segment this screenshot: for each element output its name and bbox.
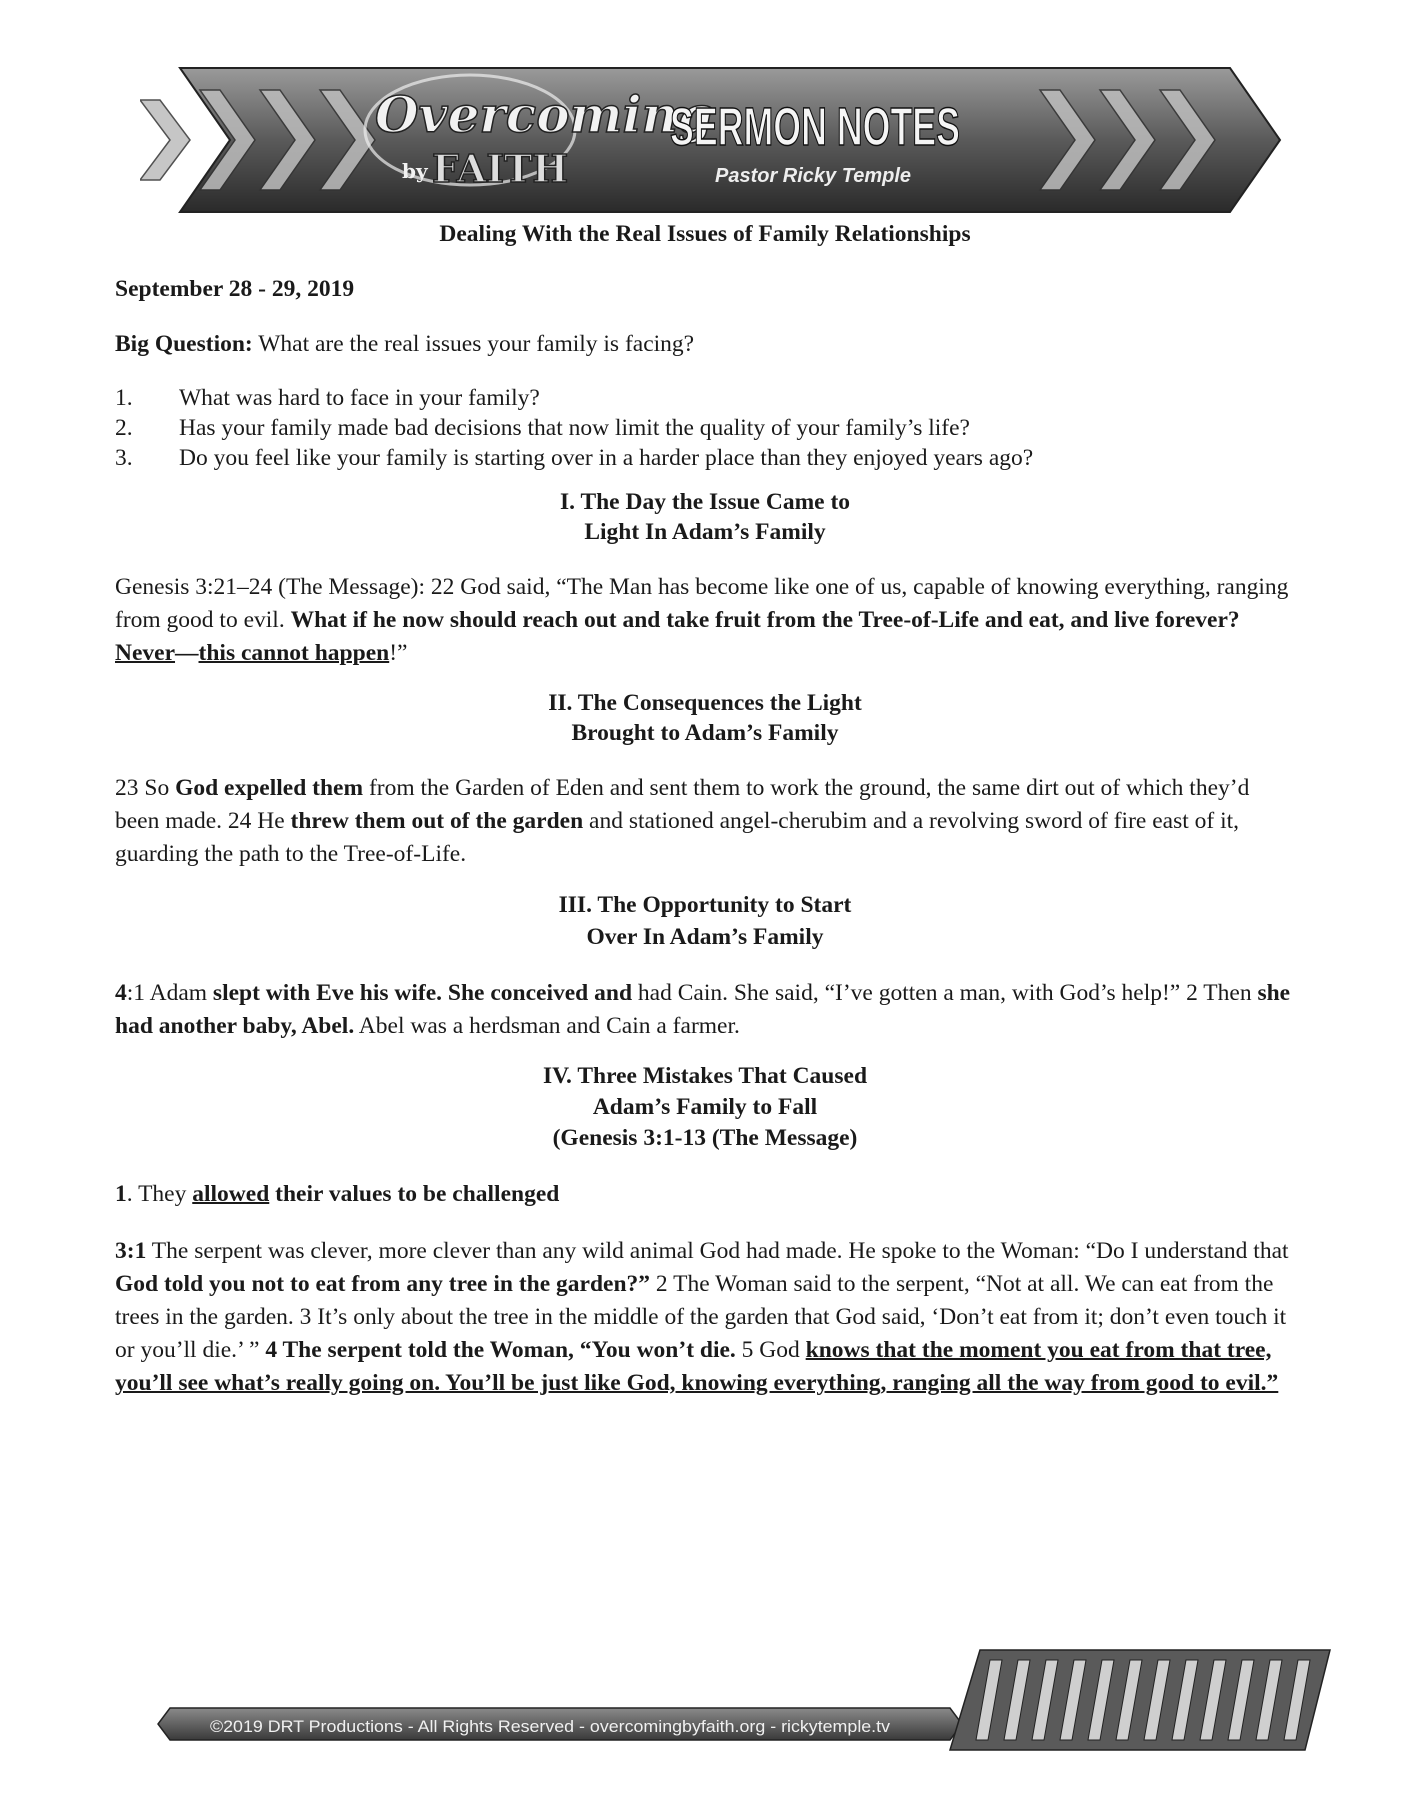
big-question-label: Big Question: [115, 331, 253, 357]
bold-run: 4 The serpent told the Woman, “You won’t die. [265, 1337, 736, 1363]
text-run: 5 God [735, 1337, 806, 1363]
underlined-run: knows that the moment you eat from that tree, you’ll see what’s really going on. You’ll be just like God, knowing everything, ranging all the way from good to evil.” [115, 1337, 1279, 1396]
heading-line: IV. Three Mistakes That Caused [542, 1063, 868, 1089]
list-item [115, 443, 1295, 473]
text-run: Abel was a herdsman and Cain a farmer. [354, 1013, 740, 1039]
big-question-text: What are the real issues your family is facing? [252, 331, 695, 357]
list-item [115, 383, 1295, 413]
heading-line: I. The Day the Issue Came to [559, 489, 851, 515]
heading-line: Brought to Adam’s Family [571, 720, 839, 746]
text-run: . They [126, 1181, 193, 1207]
footer-banner [150, 1640, 1340, 1760]
bold-run: 3:1 [115, 1238, 147, 1264]
section-2-paragraph [115, 772, 1295, 871]
bold-run: slept with Eve his wife. She conceived and [212, 980, 633, 1006]
pastor-name: Pastor Ricky Temple [715, 165, 912, 187]
sermon-notes-banner [140, 60, 1290, 220]
list-item-number: 1. [115, 385, 133, 411]
section-heading-3 [115, 889, 1295, 953]
text-run: and stationed angel-cherubim and a revolving sword of fire east of it, guarding the path to the Tree-of-Life. [115, 808, 1240, 867]
list-item [115, 413, 1295, 443]
text-run: had Cain. She said, “I’ve gotten a man, with God’s help!” 2 Then [632, 980, 1258, 1006]
point-number: 1 [115, 1181, 127, 1207]
logo-by: by [402, 159, 428, 183]
text-run: their values to be challenged [269, 1181, 560, 1207]
bold-run: 4 [115, 980, 127, 1006]
section-3-paragraph [115, 977, 1295, 1043]
bold-run: she had another baby, Abel. [115, 980, 1291, 1039]
section-1-paragraph [115, 571, 1295, 670]
text-run: Genesis 3:21–24 (The Message): 22 God said, “The Man has become like one of us, capable of knowing everything, ranging from good to evil. [115, 574, 1289, 633]
text-run: !” [389, 640, 408, 666]
sermon-content [115, 218, 1295, 1400]
text-run: 2 The Woman said to the serpent, “Not at all. We can eat from the trees in the garden. 3 It’s only about the tree in the middle of the garden that God said, ‘Don’t eat from it; don’t even touch it or you’ll die.’ ” [115, 1271, 1287, 1363]
heading-line: Adam’s Family to Fall [592, 1094, 818, 1120]
underlined-run: this cannot happen [198, 640, 390, 666]
text-run: 23 So [115, 775, 176, 801]
list-item-text: What was hard to face in your family? [179, 385, 540, 411]
copyright-text: ©2019 DRT Productions - All Rights Reserved - overcomingbyfaith.org - rickytemple.tv [210, 1717, 891, 1736]
mistake-point-1 [115, 1178, 1295, 1211]
heading-line: II. The Consequences the Light [548, 690, 862, 716]
bold-run: God told you not to eat from any tree in the garden?” [115, 1271, 651, 1297]
section-heading-2 [115, 688, 1295, 748]
text-run: :1 Adam [126, 980, 213, 1006]
list-item-number: 2. [115, 415, 133, 441]
text-run: from the Garden of Eden and sent them to work the ground, the same dirt out of which they’d been made. 24 He [115, 775, 1250, 834]
list-item-number: 3. [115, 445, 133, 471]
underlined-run: allowed [192, 1181, 270, 1207]
list-item-text: Has your family made bad decisions that now limit the quality of your family’s life? [179, 415, 970, 441]
bold-run: God expelled them [175, 775, 364, 801]
underlined-run: Never [115, 640, 176, 666]
list-item-text: Do you feel like your family is starting over in a harder place than they enjoyed years ago? [179, 445, 1034, 471]
heading-line: III. The Opportunity to Start [558, 892, 852, 918]
sermon-title: Dealing With the Real Issues of Family Relationships [439, 221, 971, 247]
sermon-notes-title: SERMON NOTES [670, 97, 960, 157]
logo-faith: FAITH [432, 146, 569, 191]
section-4-paragraph [115, 1235, 1295, 1400]
bold-run: threw them out of the garden [290, 808, 584, 834]
question-list [115, 383, 1295, 473]
heading-line: (Genesis 3:1-13 (The Message) [552, 1125, 858, 1151]
bold-run: What if he now should reach out and take fruit from the Tree-of-Life and eat, and live forever? [290, 607, 1240, 633]
logo-overcoming: Overcoming [375, 85, 713, 144]
heading-line: Over In Adam’s Family [586, 924, 824, 950]
big-question [115, 328, 1295, 361]
section-heading-4 [115, 1061, 1295, 1154]
sermon-date: September 28 - 29, 2019 [115, 276, 355, 302]
section-heading-1 [115, 487, 1295, 547]
text-run: The serpent was clever, more clever than any wild animal God had made. He spoke to the Woman: “Do I understand that [146, 1238, 1289, 1264]
heading-line: Light In Adam’s Family [584, 519, 826, 545]
text-run: — [175, 640, 199, 666]
